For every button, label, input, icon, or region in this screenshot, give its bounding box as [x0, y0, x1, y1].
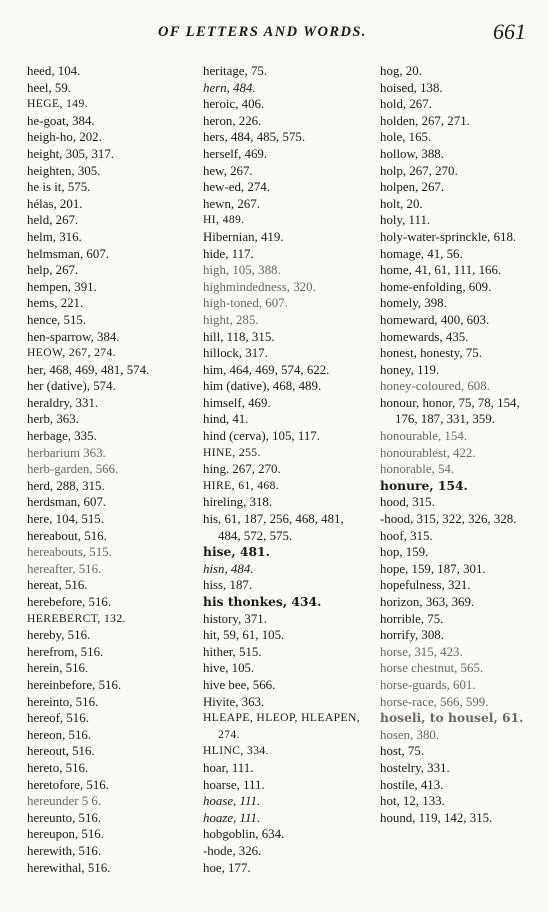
- index-entry: hoaze, 111.: [203, 810, 261, 825]
- index-entry: holt, 20.: [380, 196, 423, 211]
- index-entry: hereabouts, 515.: [27, 545, 112, 560]
- index-entry: his, 61, 187, 256, 468, 481, 484, 572, 575.: [203, 512, 344, 543]
- index-entry: hostile, 413.: [380, 777, 444, 792]
- index-entry: him, 464, 469, 574, 622.: [203, 362, 330, 377]
- index-entry: herewithal, 516.: [27, 860, 111, 875]
- index-entry: herbarium 363.: [27, 445, 106, 460]
- index-entry: hereinto, 516.: [27, 694, 99, 709]
- index-entry: herd, 288, 315.: [27, 478, 105, 493]
- index-entry: her (dative), 574.: [27, 379, 116, 394]
- index-entry: hoe, 177.: [203, 860, 251, 875]
- index-entry: herb, 363.: [27, 412, 79, 427]
- index-entry: himself, 469.: [203, 395, 271, 410]
- index-entry: holden, 267, 271.: [380, 113, 470, 128]
- index-entry: help, 267.: [27, 263, 79, 278]
- index-entry: hope, 159, 187, 301.: [380, 561, 486, 576]
- index-entry: hereto, 516.: [27, 760, 89, 775]
- index-entry: HI, 489.: [203, 213, 245, 227]
- index-entry: homewards, 435.: [380, 329, 469, 344]
- index-entry: herb-garden, 566.: [27, 462, 119, 477]
- index-entry: honest, honesty, 75.: [380, 346, 482, 361]
- index-entry: honour, honor, 75, 78, 154, 176, 187, 331, 359.: [380, 395, 520, 427]
- index-entry: honorable, 54.: [380, 462, 455, 477]
- index-entry: hide, 117.: [203, 246, 254, 261]
- index-entry: honourablest, 422.: [380, 445, 476, 460]
- index-entry: hew, 267.: [203, 163, 253, 178]
- index-entry: home-enfolding, 609.: [380, 279, 492, 294]
- index-entry: hot, 12, 133.: [380, 794, 445, 809]
- index-entry: hosen, 380.: [380, 727, 440, 742]
- index-entry: hers, 484, 485, 575.: [203, 130, 306, 145]
- index-entry: hireling, 318.: [203, 495, 273, 510]
- index-entry: horse-race, 566, 599.: [380, 694, 489, 709]
- index-entry: heritage, 75.: [203, 64, 268, 78]
- index-entry: hereunto, 516.: [27, 810, 102, 825]
- index-entry: heighten, 305.: [27, 163, 101, 178]
- index-entry: hempen, 391.: [27, 279, 97, 294]
- index-entry: hing. 267, 270.: [203, 462, 281, 477]
- index-entry: hop, 159.: [380, 545, 429, 560]
- index-entry: hereout, 516.: [27, 744, 95, 759]
- page-number: 661: [493, 19, 526, 44]
- index-entry: honey, 119.: [380, 362, 440, 377]
- index-entry: hight, 285.: [203, 312, 259, 327]
- index-entry: honourable, 154.: [380, 429, 467, 444]
- index-entry: home, 41, 61, 111, 166.: [380, 263, 502, 278]
- index-entry: hiss, 187.: [203, 578, 253, 593]
- index-column-2: [203, 63, 368, 876]
- index-entry: horizon, 363, 369.: [380, 595, 475, 609]
- index-entry: here, 104, 515.: [27, 512, 104, 527]
- index-entry: hind (cerva), 105, 117.: [203, 429, 320, 444]
- index-entry: herein, 516.: [27, 661, 89, 676]
- index-entry: hereby, 516.: [27, 628, 91, 643]
- index-entry: horse, 315, 423.: [380, 644, 463, 659]
- index-entry: HEGE, 149.: [27, 97, 88, 111]
- index-entry: hems, 221.: [27, 296, 84, 311]
- index-entry: hisn, 484.: [203, 561, 254, 576]
- index-entry: heraldry, 331.: [27, 395, 99, 410]
- index-entry: hoof, 315.: [380, 528, 433, 543]
- index-entry: horse chestnut, 565.: [380, 661, 484, 676]
- index-entry: hood, 315.: [380, 495, 435, 510]
- index-entry: hoarse, 111.: [203, 777, 265, 792]
- index-entry: hither, 515.: [203, 644, 262, 659]
- index-entry: hound, 119, 142, 315.: [380, 810, 493, 825]
- index-entry: hive, 105.: [203, 661, 255, 676]
- index-entry: HIRE, 61, 468.: [203, 478, 280, 492]
- index-entry: high, 105, 388.: [203, 263, 281, 278]
- index-entry: her, 468, 469, 481, 574.: [27, 362, 150, 377]
- index-entry: HEOW, 267, 274.: [27, 346, 116, 360]
- index-entry: hereon, 516.: [27, 727, 92, 742]
- running-title: OF LETTERS AND WORDS.: [158, 24, 367, 40]
- index-entry: hobgoblin, 634.: [203, 827, 285, 842]
- index-entry: hise, 481.: [203, 544, 270, 560]
- index-entry: hoised, 138.: [380, 80, 443, 95]
- index-entry: hereabout, 516.: [27, 528, 107, 543]
- index-entry: Hibernian, 419.: [203, 229, 284, 244]
- index-entry: hostelry, 331.: [380, 760, 450, 775]
- index-entry: heron, 226.: [203, 113, 262, 128]
- index-entry: homeward, 400, 603.: [380, 312, 490, 327]
- index-entry: holp, 267, 270.: [380, 163, 458, 178]
- index-entry: herbage, 335.: [27, 429, 97, 444]
- index-entry: hern, 484.: [203, 80, 256, 95]
- index-entry: hillock, 317.: [203, 346, 268, 361]
- index-entry: -hode, 326.: [203, 843, 262, 858]
- index-entry: honure, 154.: [380, 477, 468, 493]
- index-entry: horrify, 308.: [380, 628, 444, 643]
- index-entry: heed, 104.: [27, 64, 81, 78]
- index-entry: hélas, 201.: [27, 196, 83, 211]
- index-entry: hoase, 111.: [203, 794, 261, 809]
- index-entry: hereunder 5 6.: [27, 794, 102, 809]
- index-entry: hole, 165.: [380, 130, 432, 145]
- index-entry: holy, 111.: [380, 213, 431, 228]
- index-entry: herdsman, 607.: [27, 495, 107, 510]
- index-entry: -hood, 315, 322, 326, 328.: [380, 512, 517, 527]
- index-entry: herebefore, 516.: [27, 595, 112, 609]
- index-entry: herefrom, 516.: [27, 644, 104, 659]
- index-entry: Hivite, 363.: [203, 694, 265, 709]
- index-entry: high-toned, 607.: [203, 296, 288, 311]
- index-entry: holy-water-sprinckle, 618.: [380, 229, 517, 244]
- index-entry: hoseli, to housel, 61.: [380, 710, 524, 726]
- index-entry: hereof, 516.: [27, 711, 89, 726]
- index-entry: hereat, 516.: [27, 578, 88, 593]
- index-column-1: [27, 63, 192, 876]
- index-entry: hopefulness, 321.: [380, 578, 471, 593]
- index-entry: horse-guards, 601.: [380, 677, 476, 692]
- index-entry: helm, 316.: [27, 229, 82, 244]
- index-entry: hence, 515.: [27, 312, 87, 327]
- index-entry: him (dative), 468, 489.: [203, 379, 322, 394]
- index-entry: history, 371.: [203, 611, 267, 626]
- index-entry: hereinbefore, 516.: [27, 677, 122, 692]
- index-entry: hog, 20.: [380, 64, 422, 78]
- index-entry: hive bee, 566.: [203, 677, 276, 692]
- index-entry: hollow, 388.: [380, 146, 444, 161]
- index-entry: host, 75.: [380, 744, 425, 759]
- index-entry: HINE, 255.: [203, 445, 261, 459]
- index-entry: horrible, 75.: [380, 611, 444, 626]
- index-entry: hewn, 267.: [203, 196, 260, 211]
- index-entry: held, 267.: [27, 213, 79, 228]
- index-entry: herself, 469.: [203, 146, 268, 161]
- index-entry: heroic, 406.: [203, 97, 265, 112]
- index-entry: hen-sparrow, 384.: [27, 329, 120, 344]
- index-entry: HLINC, 334.: [203, 744, 269, 758]
- index-entry: hereafter, 516.: [27, 561, 102, 576]
- index-entry: he is it, 575.: [27, 180, 91, 195]
- index-entry: HEREBERCT, 132.: [27, 611, 126, 625]
- index-entry: honey-coloured, 608.: [380, 379, 490, 394]
- index-entry: homely, 398.: [380, 296, 447, 311]
- index-entry: homage, 41, 56.: [380, 246, 463, 261]
- index-entry: heretofore, 516.: [27, 777, 109, 792]
- index-entry: heigh-ho, 202.: [27, 130, 102, 145]
- index-entry: hit, 59, 61, 105.: [203, 628, 285, 643]
- index-entry: height, 305, 317.: [27, 146, 115, 161]
- index-entry: herewith, 516.: [27, 843, 102, 858]
- index-entry: hill, 118, 315.: [203, 329, 275, 344]
- index-entry: hew-ed, 274.: [203, 180, 270, 195]
- index-entry: hold, 267.: [380, 97, 432, 112]
- index-entry: his thonkes, 434.: [203, 594, 322, 609]
- index-entry: hereupon, 516.: [27, 827, 104, 842]
- index-entry: he-goat, 384.: [27, 113, 95, 128]
- index-column-3: [380, 63, 542, 826]
- page-header: [0, 18, 548, 48]
- index-entry: hoar, 111.: [203, 760, 254, 775]
- index-entry: helmsman, 607.: [27, 246, 109, 261]
- index-entry: heel, 59.: [27, 80, 72, 95]
- index-entry: HLEAPE, HLEOP, HLEAPEN, 274.: [203, 711, 361, 741]
- index-entry: hind, 41.: [203, 412, 249, 427]
- index-entry: holpen, 267.: [380, 180, 445, 195]
- index-entry: highmindedness, 320.: [203, 279, 316, 294]
